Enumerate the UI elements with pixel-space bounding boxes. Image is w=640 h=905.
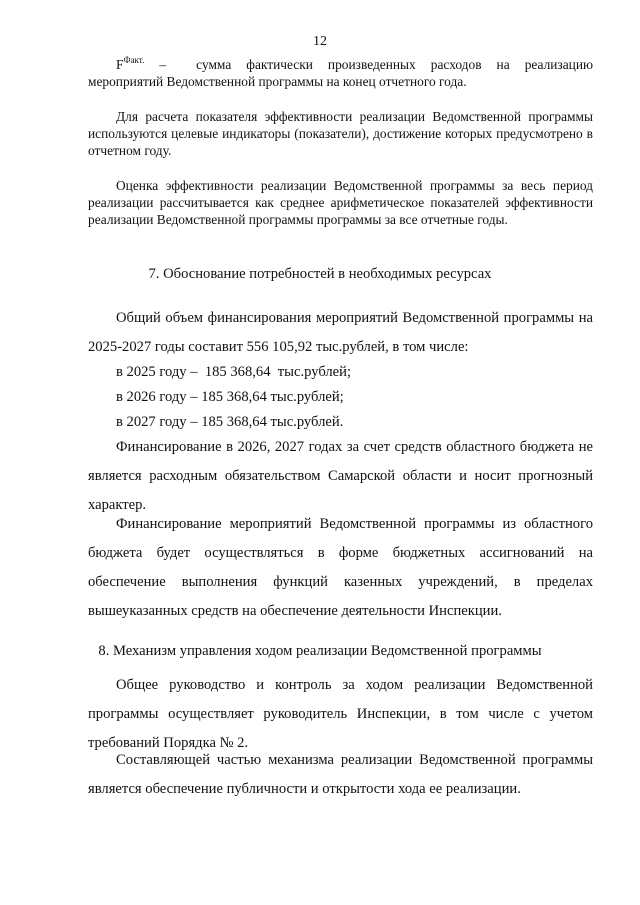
fact-symbol: F — [116, 57, 124, 72]
funding-item-2025: в 2025 году – 185 368,64 тыс.рублей; — [116, 364, 352, 380]
fact-definition-line2: мероприятий Ведомственной программы на конец отчетного года. — [88, 74, 467, 89]
section-7-total-line1: Общий объем финансирования мероприятий Ведомственной программы на — [116, 310, 593, 326]
fact-superscript: Факт. — [123, 55, 145, 65]
fact-definition-line1 — [88, 56, 593, 73]
section-7-total — [88, 304, 593, 362]
paragraph-indicators: Для расчета показателя эффективности реализации Ведомственной программы используются целевые индикаторы (показатели), достижение которых предусмотрено в отчетном году. — [88, 109, 593, 158]
section-7-heading: 7. Обоснование потребностей в необходимых ресурсах — [148, 266, 492, 282]
paragraph-publicity: Составляющей частью механизма реализации Ведомственной программы является обеспечение публичности и открытости хода ее реализации. — [88, 752, 593, 797]
fact-definition-text: сумма фактически произведенных расходов на реализацию — [196, 57, 593, 72]
section-8-heading: 8. Механизм управления ходом реализации Ведомственной программы — [98, 643, 542, 659]
paragraph-evaluation: Оценка эффективности реализации Ведомственной программы за весь период реализации рассчитывается как среднее арифметическое показателей эффективности реализации Ведомственной программы программы за все отчетные годы. — [88, 178, 593, 227]
page-number: 12 — [313, 34, 327, 49]
funding-item-2026: в 2026 году – 185 368,64 тыс.рублей; — [116, 389, 344, 405]
fact-definition — [88, 56, 593, 90]
funding-item-2027: в 2027 году – 185 368,64 тыс.рублей. — [116, 414, 344, 430]
paragraph-forecast: Финансирование в 2026, 2027 годах за счет средств областного бюджета не является расходным обязательством Самарской области и носит прогнозный характер. — [88, 439, 593, 513]
paragraph-management: Общее руководство и контроль за ходом реализации Ведомственной программы осуществляет руководитель Инспекции, в том числе с учетом требований Порядка № 2. — [88, 677, 593, 751]
paragraph-budget: Финансирование мероприятий Ведомственной программы из областного бюджета будет осуществляться в форме бюджетных ассигнований на обеспечение выполнения функций казенных учреждений, в пределах вышеуказанных средств на обеспечение деятельности Инспекции. — [88, 516, 593, 619]
fact-dash: – — [159, 57, 167, 72]
section-7-total-line2: 2025-2027 годы составит 556 105,92 тыс.рублей, в том числе: — [88, 339, 469, 355]
